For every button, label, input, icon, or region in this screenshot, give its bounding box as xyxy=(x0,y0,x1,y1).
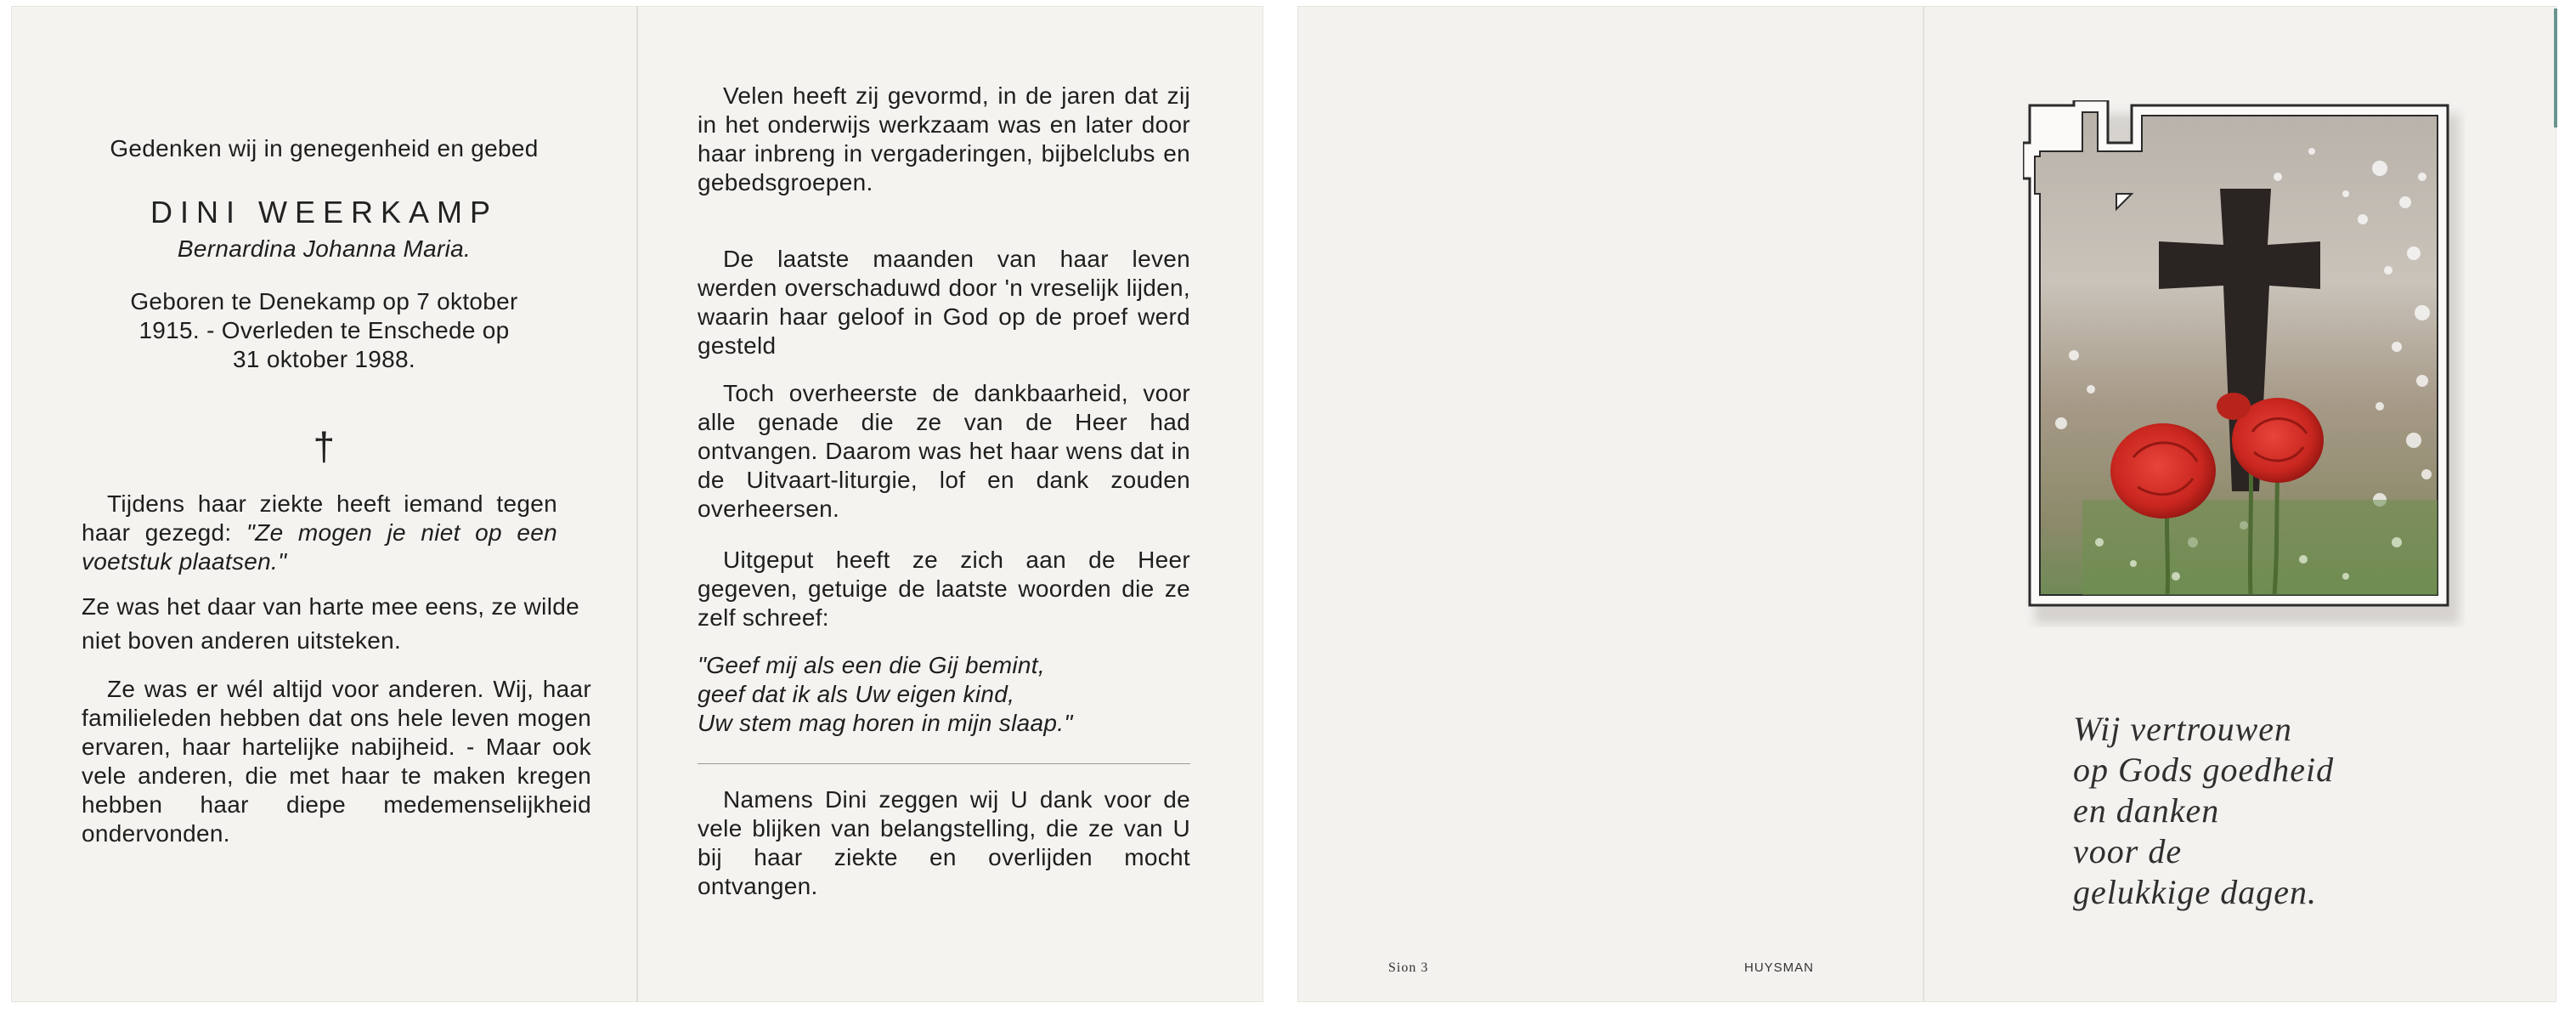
paragraph-onderwijs: Velen heeft zij gevormd, in de jaren dat zij in het onderwijs werkzaam was en later door haar inbreng in vergaderingen, bijbelclubs en gebedsgroepen. xyxy=(698,82,1190,196)
quote-line-2: op Gods goedheid xyxy=(2073,751,2335,789)
printer-code: Sion 3 xyxy=(1388,960,1429,975)
prayer-line-1: "Geef mij als een die Gij bemint, xyxy=(698,652,1045,678)
paragraph-ziekte-text: Tijdens haar ziekte heeft iemand tegen haar gezegd: xyxy=(82,490,557,546)
birth-death-line-1: Geboren te Denekamp op 7 oktober xyxy=(130,288,518,314)
quote-line-5: gelukkige dagen. xyxy=(2073,873,2317,911)
prayer-line-3: Uw stem mag horen in mijn slaap." xyxy=(698,710,1073,736)
prayer-line-2: geef dat ik als Uw eigen kind, xyxy=(698,681,1015,707)
birth-death-line-2: 1915. - Overleden te Enschede op xyxy=(138,317,510,343)
quote-line-4: voor de xyxy=(2073,832,2183,870)
paragraph-ziekte xyxy=(82,490,557,576)
back-panel xyxy=(1298,7,1923,1001)
paragraph-dankbaarheid: Toch overheerste de dankbaarheid, voor alle genade die ze van de Heer had ontvangen. Daarom was het haar wens dat in de Uitvaart-liturgie, lof en dank zouden overheersen. xyxy=(698,380,1190,522)
paragraph-lijden: De laatste maanden van haar leven werden overschaduwd door 'n vreselijk lijden, waarin haar geloof in God op de proef werd gesteld xyxy=(698,246,1190,359)
paragraph-mee-eens: Ze was het daar van harte mee eens, ze wilde niet boven anderen uitsteken. xyxy=(82,593,579,654)
cross-symbol: † xyxy=(313,424,336,468)
paragraph-uitgeput: Uitgeput heeft ze zich aan de Heer gegeven, getuige de laatste woorden die ze zelf schreef: xyxy=(698,547,1190,631)
given-names: Bernardina Johanna Maria. xyxy=(177,235,472,262)
paragraph-anderen: Ze was er wél altijd voor anderen. Wij, haar familieleden hebben dat ons hele leven mogen ervaren, haar hartelijke nabijheid. - Maar ook vele anderen, die met haar te maken kregen hebben haar diepe medemenselijkheid ondervonden. xyxy=(82,676,591,847)
quote-line-3: en danken xyxy=(2073,791,2220,830)
birth-death-line-3: 31 oktober 1988. xyxy=(233,346,415,372)
cross-with-red-roses-image xyxy=(2023,100,2465,627)
memorial-card-inside xyxy=(12,7,1263,1001)
paragraph-dank: Namens Dini zeggen wij U dank voor de vele blijken van belangstelling, die ze van U bij haar ziekte en overlijden mocht ontvangen. xyxy=(698,786,1190,899)
right-panel xyxy=(638,7,1263,1001)
left-panel xyxy=(12,7,636,1001)
printer-name: HUYSMAN xyxy=(1744,960,1815,975)
intro-line: Gedenken wij in genegenheid en gebed xyxy=(110,135,539,162)
quote-voetstuk: "Ze mogen je niet op een voetstuk plaatsen." xyxy=(82,519,557,575)
deceased-name: DINI WEERKAMP xyxy=(150,195,499,230)
divider-line xyxy=(698,763,1190,764)
quote-line-1: Wij vertrouwen xyxy=(2073,710,2293,748)
front-panel xyxy=(1924,7,2556,1001)
edge-mark xyxy=(2554,8,2557,128)
memorial-card-outside xyxy=(1298,7,2556,1001)
